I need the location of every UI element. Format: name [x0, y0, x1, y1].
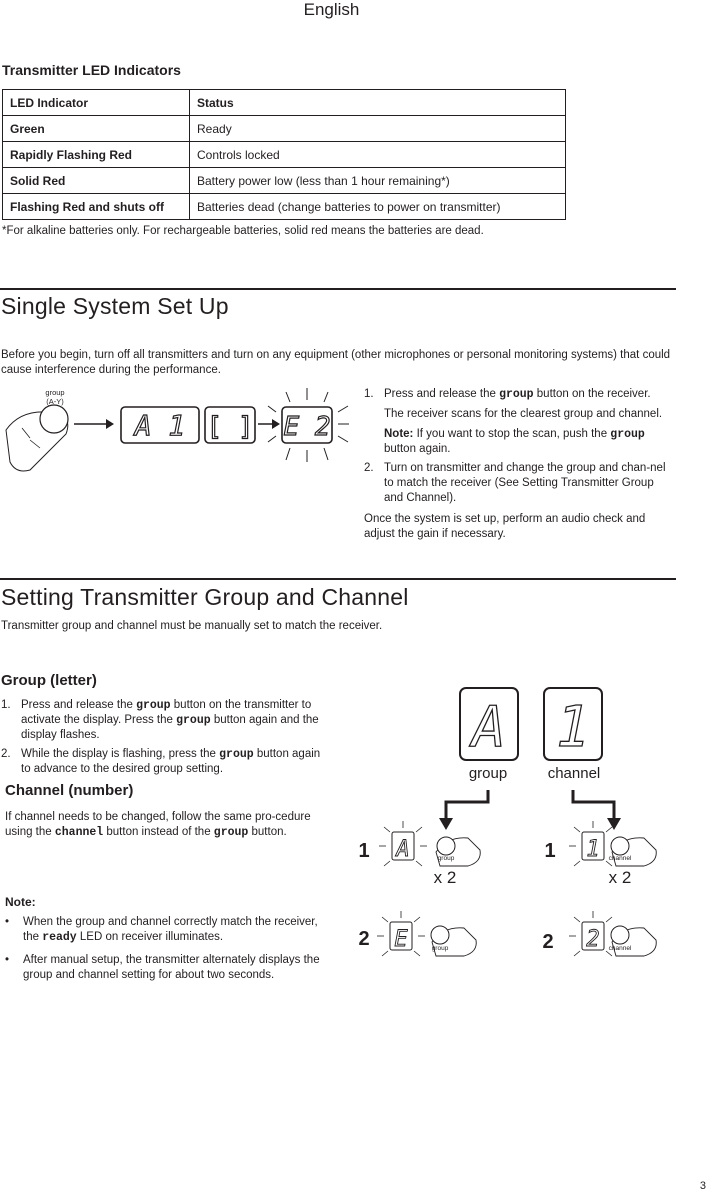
led-indicator-cell: Green	[3, 116, 190, 142]
step-text: Press and release the	[384, 388, 500, 400]
led-status-cell: Controls locked	[190, 142, 566, 168]
led-indicator-cell: Solid Red	[3, 168, 190, 194]
channel-button-icon	[611, 926, 629, 944]
flashing-channel-char: 1	[586, 837, 600, 862]
single-setup-title: Single System Set Up	[1, 293, 229, 319]
press-count: x 2	[608, 868, 632, 887]
display-e2: E 2	[283, 412, 331, 442]
step-number: 2.	[1, 748, 11, 760]
channel-label: channel	[547, 765, 601, 782]
single-setup-intro: Before you begin, turn off all transmitters and turn on any equipment (other microphones or personal monitoring systems) that could cause interference during the performance.	[1, 349, 671, 376]
led-status-cell: Ready	[190, 116, 566, 142]
table-row	[3, 142, 566, 168]
flashing-channel-char: 2	[586, 927, 600, 952]
step-text: button again and the display flashes.	[21, 714, 319, 741]
step-text: button on the receiver.	[533, 388, 651, 400]
button-label: channel	[608, 945, 632, 952]
step-number: 1	[358, 840, 370, 862]
led-indicator-cell: Flashing Red and shuts off	[3, 194, 190, 220]
bullet: •	[5, 916, 10, 928]
step-text: button again to advance to the desired group setting.	[21, 748, 321, 775]
channel-heading: Channel (number)	[5, 782, 134, 799]
button-label: channel	[608, 855, 632, 862]
group-button-icon	[437, 837, 455, 855]
scan-diagram	[0, 382, 350, 474]
table-header-row	[3, 90, 566, 116]
step-number: 2	[358, 928, 370, 950]
arrow-right-icon	[272, 419, 280, 429]
list-item	[5, 953, 323, 983]
note-bullets	[5, 915, 323, 983]
group-steps	[1, 698, 323, 777]
press-count: x 2	[433, 868, 457, 887]
led-footnote: *For alkaline batteries only. For rechargeable batteries, solid red means the batteries are dead.	[2, 225, 484, 237]
column-header: LED Indicator	[3, 90, 190, 116]
code-text: group	[219, 748, 254, 761]
step-number: 1.	[364, 388, 374, 400]
code-text: group	[610, 428, 645, 441]
step-text: Turn on transmitter and change the group and chan-nel to match the receiver (See Setting Transmitter Group and Channel).	[384, 462, 666, 504]
group-label: group	[468, 765, 508, 782]
body-text: button instead of the	[103, 826, 214, 838]
list-item	[1, 698, 323, 743]
single-setup-steps	[364, 387, 676, 542]
flashing-group-char: A	[396, 837, 410, 862]
step-text: button on the transmitter to activate the display. Press the	[21, 699, 312, 726]
table-row	[3, 116, 566, 142]
code-text: group	[136, 699, 171, 712]
list-item	[5, 915, 323, 945]
body-text: After manual setup, the transmitter alternately displays the group and channel setting for about two seconds.	[23, 954, 320, 981]
step-number: 2	[542, 931, 554, 953]
display-scanning: [ ]	[206, 412, 254, 442]
code-text: group	[213, 826, 249, 839]
table-row	[3, 194, 566, 220]
arrow-right-icon	[106, 419, 114, 429]
button-label: group	[431, 945, 449, 952]
channel-button-icon	[611, 837, 629, 855]
step-number: 1	[544, 840, 556, 862]
arrow-down-icon	[439, 818, 453, 830]
language-header: English	[303, 0, 360, 19]
arrow-down-icon	[607, 818, 621, 830]
channel-display-char: 1	[556, 695, 590, 760]
bullet: •	[5, 954, 10, 966]
led-status-cell: Batteries dead (change batteries to power on transmitter)	[190, 194, 566, 220]
button-label-group: group	[45, 388, 65, 397]
body-text: button.	[248, 826, 287, 838]
body-text: If channel needs to be changed, follow the same pro-cedure using the	[5, 811, 311, 838]
led-indicator-cell: Rapidly Flashing Red	[3, 142, 190, 168]
list-item	[1, 747, 323, 777]
section-divider	[0, 288, 676, 290]
body-text: When the group and channel correctly match the receiver, the	[23, 916, 318, 943]
code-text: group	[176, 714, 211, 727]
led-section-title: Transmitter LED Indicators	[2, 62, 181, 78]
note-heading: Note:	[5, 895, 36, 909]
note-text: button again.	[384, 443, 451, 455]
group-channel-title: Setting Transmitter Group and Channel	[1, 584, 409, 610]
led-status-cell: Battery power low (less than 1 hour remaining*)	[190, 168, 566, 194]
table-row	[3, 168, 566, 194]
group-button-icon	[40, 405, 68, 433]
section-divider	[0, 578, 676, 580]
group-button-icon	[431, 926, 449, 944]
button-label-range: (A-Y)	[46, 397, 64, 406]
group-channel-intro: Transmitter group and channel must be manually set to match the receiver.	[1, 620, 383, 632]
flashing-group-char: E	[394, 927, 408, 952]
step-text: While the display is flashing, press the	[21, 748, 220, 760]
group-channel-diagram	[340, 680, 670, 980]
group-heading: Group (letter)	[1, 672, 97, 689]
note-label: Note:	[384, 428, 414, 440]
note-text: If you want to stop the scan, push the	[413, 428, 611, 440]
code-text: ready	[42, 931, 77, 944]
step-number: 2.	[364, 462, 374, 474]
channel-text	[5, 810, 315, 840]
page-number: 3	[699, 1180, 706, 1192]
list-item	[364, 461, 676, 506]
led-indicator-table	[2, 89, 566, 220]
step-text: Press and release the	[21, 699, 137, 711]
step-note	[364, 427, 676, 457]
group-display-char: A	[472, 695, 506, 760]
list-item	[364, 387, 676, 402]
code-text: group	[499, 388, 534, 401]
body-text: LED on receiver illuminates.	[76, 931, 224, 943]
step-sub-text: The receiver scans for the clearest group and channel.	[384, 408, 663, 420]
column-header: Status	[190, 90, 566, 116]
display-a1: A 1	[134, 409, 186, 442]
code-text: channel	[54, 826, 104, 839]
step-number: 1.	[1, 699, 11, 711]
button-label: group	[437, 855, 455, 862]
closing-text: Once the system is set up, perform an audio check and adjust the gain if necessary.	[364, 513, 646, 540]
